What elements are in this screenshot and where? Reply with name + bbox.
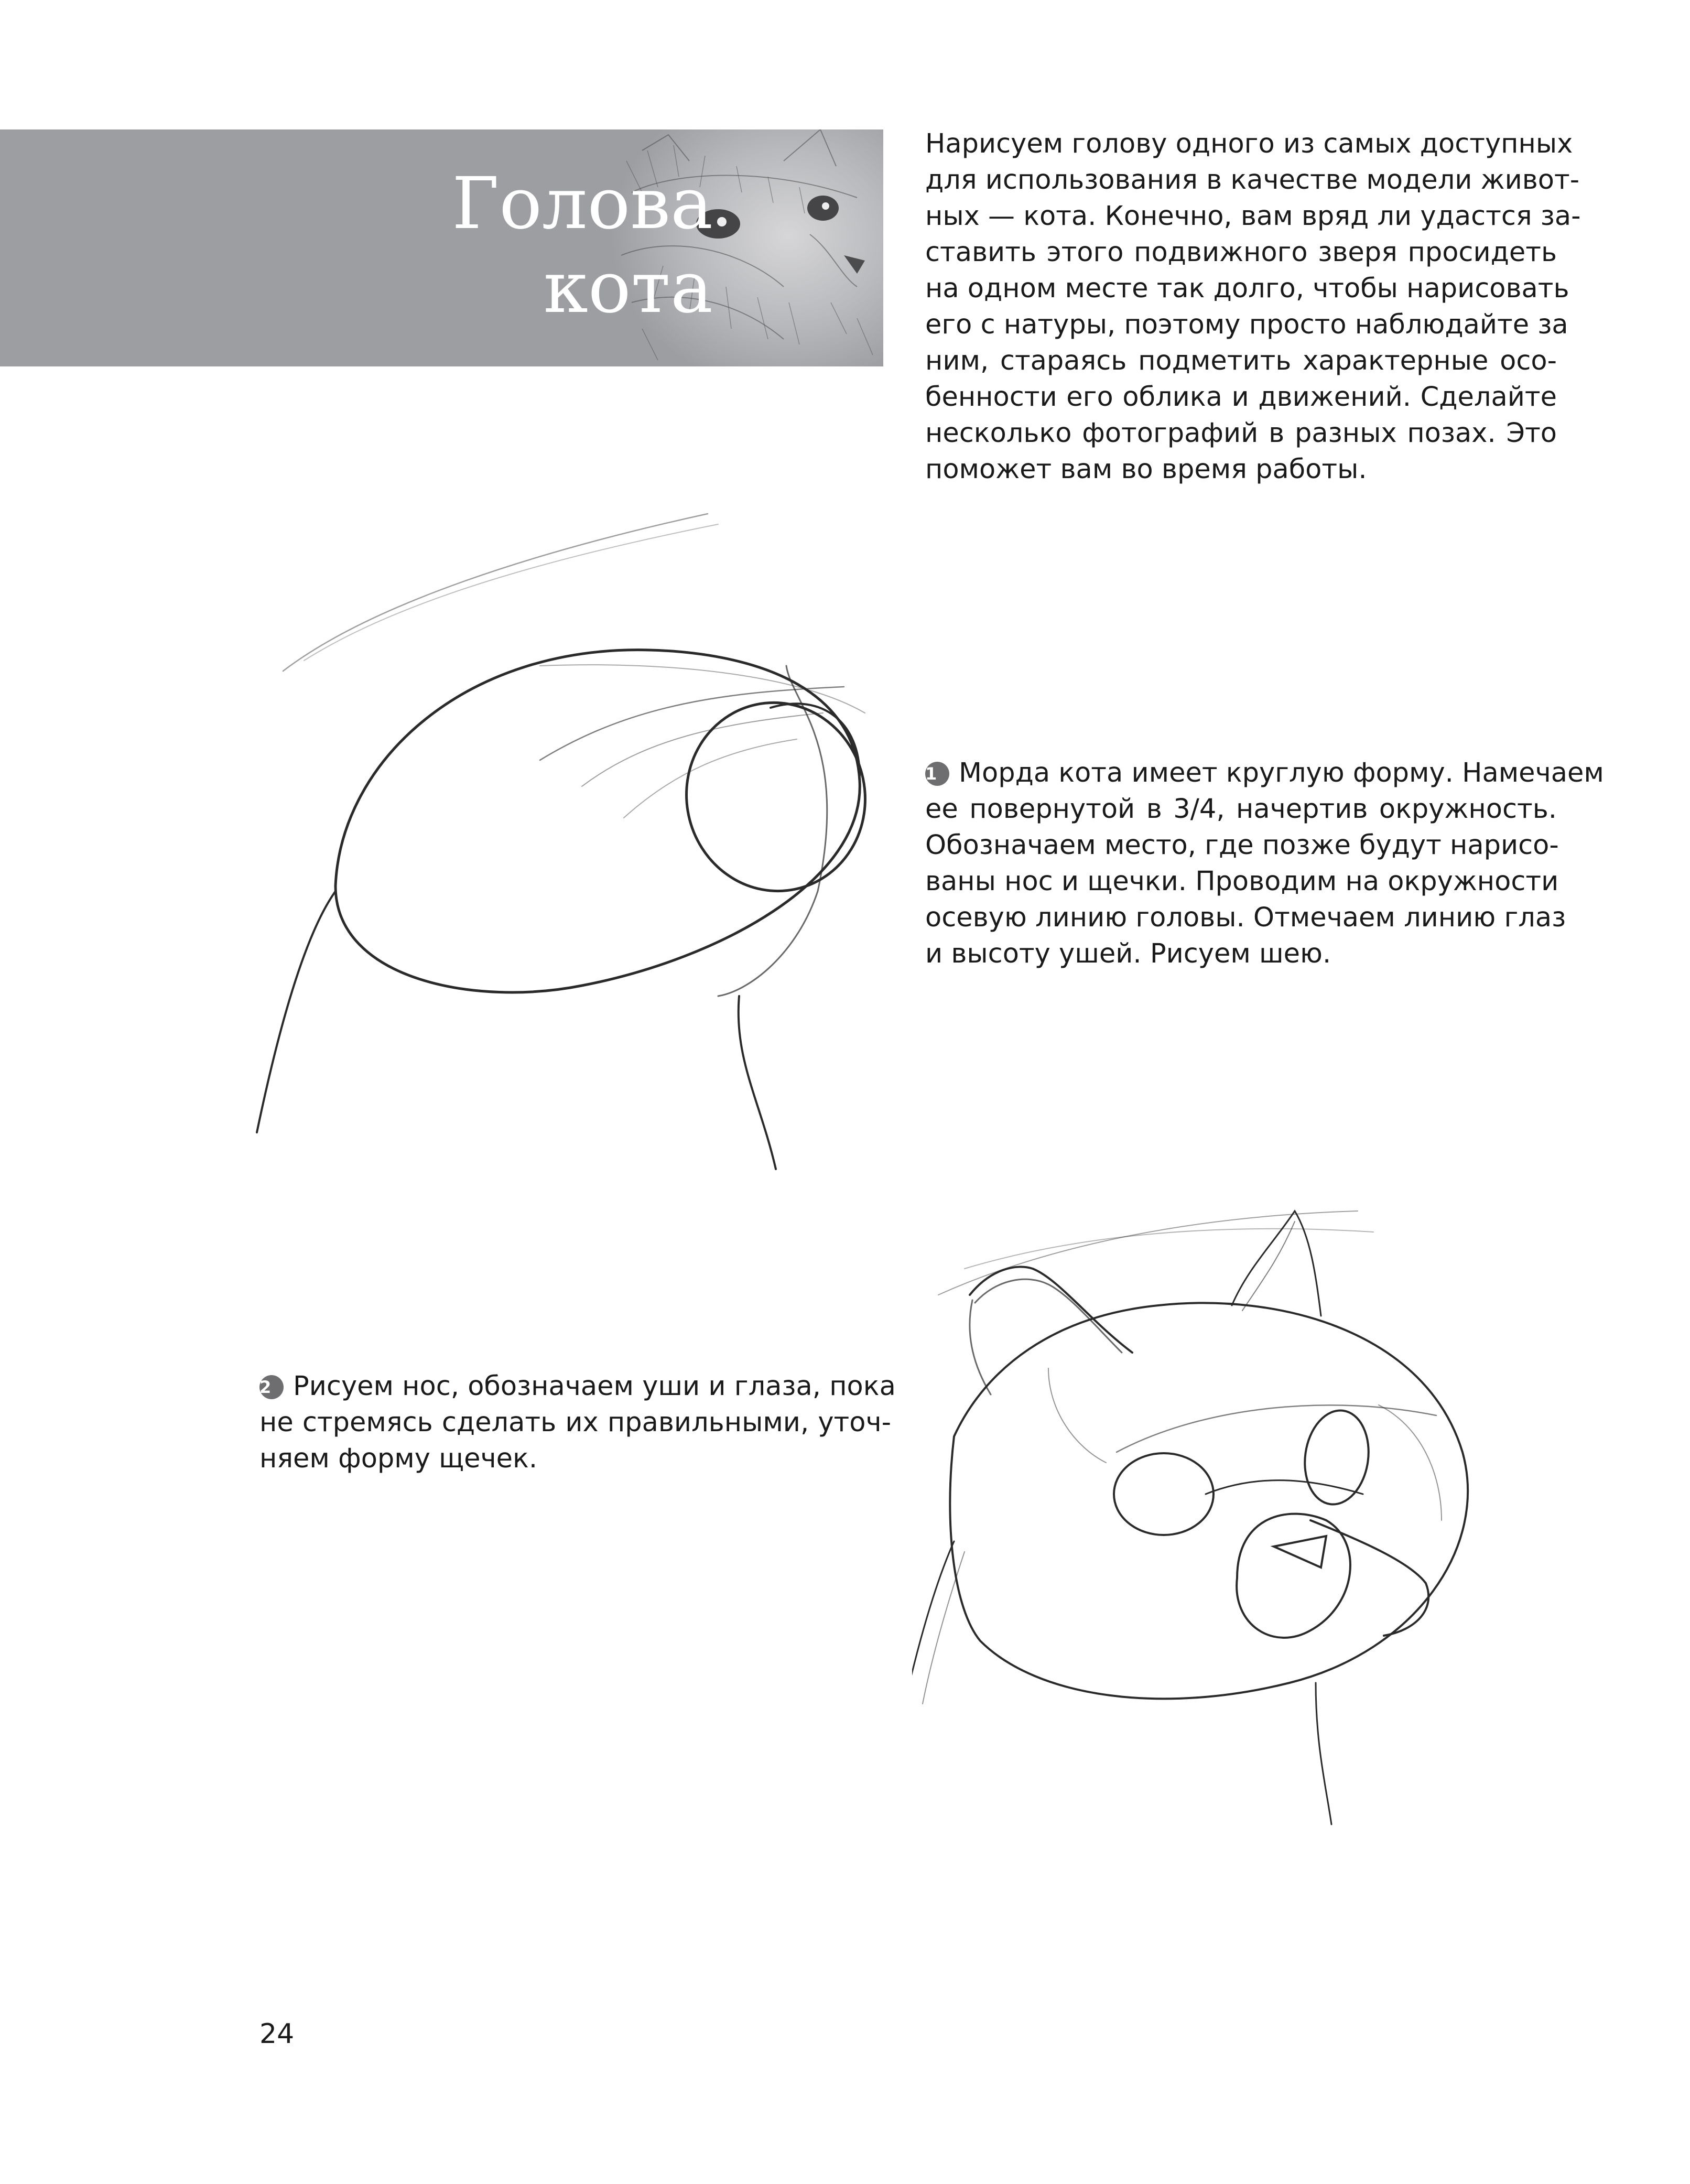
step-line: ваны нос и щечки. Проводим на окружности: [925, 866, 1559, 897]
step-number-badge: 1: [925, 762, 949, 786]
step-line: и высоту ушей. Рисуем шею.: [925, 938, 1331, 969]
page-title-line2: кота: [543, 246, 713, 329]
step-line-text: Рисуем нос, обозначаем уши и глаза, пока: [293, 1371, 896, 1402]
intro-line: ним, стараясь подметить характерные осо-: [925, 345, 1557, 376]
step-line: [925, 755, 1604, 791]
title-band: [0, 129, 883, 366]
step-line: осевую линию головы. Отмечаем линию глаз: [925, 902, 1566, 933]
step-2-sketch: [912, 1180, 1604, 1903]
page-title-line1: Голова: [452, 163, 713, 245]
intro-line: поможет вам во время работы.: [925, 454, 1367, 485]
intro-line: несколько фотографий в разных позах. Это: [925, 418, 1557, 449]
intro-line: для использования в качестве модели живот-: [925, 165, 1580, 196]
step-line: Обозначаем место, где позже будут нарисо-: [925, 830, 1559, 861]
intro-line: бенности его облика и движений. Сделайте: [925, 382, 1557, 413]
intro-line: его с натуры, поэтому просто наблюдайте за: [925, 309, 1568, 340]
intro-line: ных — кота. Конечно, вам вряд ли удастся за-: [925, 201, 1581, 232]
step-number-badge: 2: [259, 1375, 284, 1399]
step-1-text: [925, 755, 1604, 972]
step-line: ее повернутой в 3/4, начертив окружность.: [925, 794, 1557, 825]
intro-line: Нарисуем голову одного из самых доступных: [925, 128, 1573, 159]
step-1-sketch: [246, 493, 896, 1185]
intro-paragraph: [925, 126, 1581, 488]
step-line: няем форму щечек.: [259, 1443, 538, 1474]
step-line-text: Морда кота имеет круглую форму. Намечаем: [959, 758, 1604, 788]
page-number: 24: [259, 2018, 295, 2050]
step-line: [259, 1368, 896, 1404]
step-line: не стремясь сделать их правильными, уточ-: [259, 1407, 891, 1438]
intro-line: ставить этого подвижного зверя просидеть: [925, 237, 1557, 268]
intro-line: на одном месте так долго, чтобы нарисовать: [925, 273, 1569, 304]
step-2-text: [259, 1368, 896, 1477]
page-title: [452, 162, 713, 330]
